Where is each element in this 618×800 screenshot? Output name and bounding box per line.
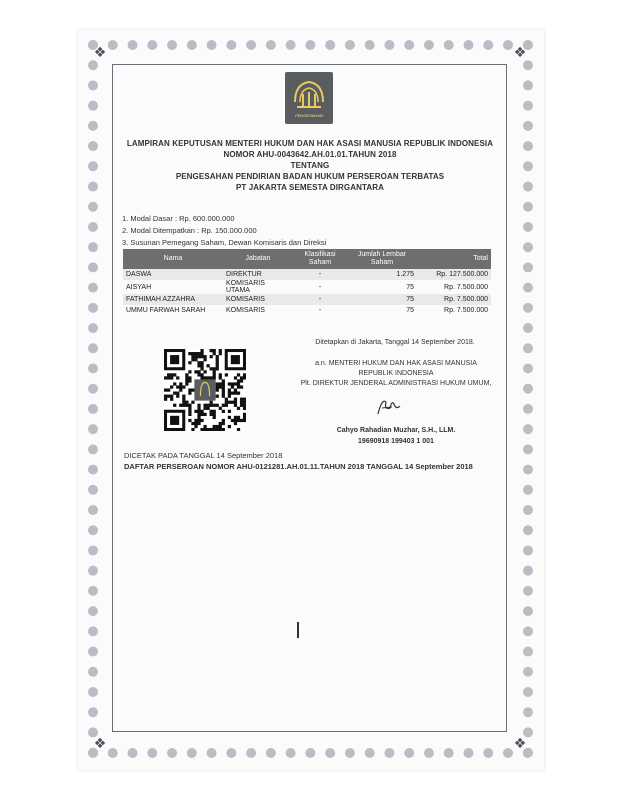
signatory-title-3: Plt. DIREKTUR JENDERAL ADMINISTRASI HUKUM UMUM, <box>300 380 492 387</box>
column-header-position: Jabatan <box>223 249 293 269</box>
corner-ornament-icon: ❖ <box>513 735 527 751</box>
share-class: - <box>318 307 322 314</box>
qr-code-icon <box>164 349 246 431</box>
ministry-logo <box>285 72 333 124</box>
table-row <box>123 280 491 294</box>
table-row <box>123 305 491 316</box>
authorized-capital: 1. Modal Dasar : Rp. 600.000.000 <box>122 214 235 223</box>
scan-mark <box>297 622 299 638</box>
verification-qr-code <box>164 349 246 431</box>
company-name: PT JAKARTA SEMESTA DIRGANTARA <box>235 183 385 192</box>
column-header-share-count: Jumlah Lembar Saham <box>347 249 417 269</box>
table-row <box>123 269 491 280</box>
shareholder-position: KOMISARIS <box>226 307 265 314</box>
table-header-row <box>123 249 491 269</box>
share-class: - <box>318 283 322 291</box>
share-total: Rp. 7.500.000 <box>417 294 491 305</box>
shareholder-name: DASWA <box>123 269 223 280</box>
signatory-title-1: a.n. MENTERI HUKUM DAN HAK ASASI MANUSIA <box>315 360 477 367</box>
share-total: Rp. 127.500.000 <box>417 269 491 280</box>
share-count: 75 <box>406 283 414 291</box>
signatory-title-2: REPUBLIK INDONESIA <box>358 370 434 377</box>
decree-subject: PENGESAHAN PENDIRIAN BADAN HUKUM PERSEROAN TERBATAS <box>175 172 445 181</box>
column-header-share-class: Klasifikasi Saham <box>293 249 347 269</box>
shareholder-table <box>123 249 491 316</box>
decree-number: NOMOR AHU-0043642.AH.01.01.TAHUN 2018 <box>223 150 397 159</box>
share-total: Rp. 7.500.000 <box>444 283 488 291</box>
print-date: DICETAK PADA TANGGAL 14 September 2018 <box>124 451 283 460</box>
shareholder-name: UMMU FARWAH SARAH <box>126 307 206 314</box>
company-registry-number: DAFTAR PERSEROAN NOMOR AHU-0121281.AH.01.11.TAHUN 2018 TANGGAL 14 September 2018 <box>124 462 473 471</box>
shareholder-position: KOMISARIS UTAMA <box>226 280 265 294</box>
share-count: 75 <box>406 307 414 314</box>
shareholder-position: DIREKTUR <box>223 269 293 280</box>
share-class: - <box>293 294 347 305</box>
column-header-total: Total <box>417 249 491 269</box>
corner-ornament-icon: ❖ <box>93 735 107 751</box>
signatory-name: Cahyo Rahadian Muzhar, S.H., LLM. <box>336 427 456 434</box>
corner-ornament-icon: ❖ <box>513 44 527 60</box>
issued-capital: 2. Modal Ditempatkan : Rp. 150.000.000 <box>122 226 257 235</box>
corner-ornament-icon: ❖ <box>93 44 107 60</box>
shareholder-structure-heading: 3. Susunan Pemegang Saham, Dewan Komisaris dan Direksi <box>122 238 327 247</box>
share-total: Rp. 7.500.000 <box>444 307 488 314</box>
column-header-name: Nama <box>123 249 223 269</box>
signatory-nip: 19690918 199403 1 001 <box>358 438 434 445</box>
shareholder-position: KOMISARIS <box>223 294 293 305</box>
place-and-date: Ditetapkan di Jakarta, Tanggal 14 September 2018. <box>315 339 475 346</box>
share-count: 1.275 <box>347 269 417 280</box>
shareholder-name: FATHIMAH AZZAHRA <box>123 294 223 305</box>
shareholder-name: AISYAH <box>126 283 152 291</box>
table-row <box>123 294 491 305</box>
share-count: 75 <box>347 294 417 305</box>
decree-title: LAMPIRAN KEPUTUSAN MENTERI HUKUM DAN HAK ASASI MANUSIA REPUBLIK INDONESIA <box>126 139 494 148</box>
handwritten-signature-icon <box>372 394 406 420</box>
logo-caption: PENGESAHAN <box>295 113 323 118</box>
decree-about: TENTANG <box>290 161 330 170</box>
share-class: - <box>293 269 347 280</box>
